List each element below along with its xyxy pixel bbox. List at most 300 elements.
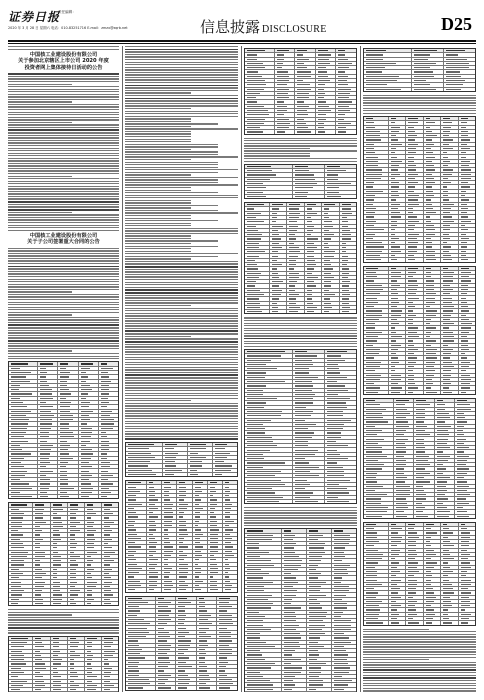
cell-text	[457, 507, 462, 508]
table-cell	[33, 580, 50, 583]
table-cell	[332, 679, 356, 682]
cell-text	[272, 238, 281, 239]
table-cell	[245, 242, 270, 245]
table-row	[126, 588, 237, 591]
cell-text	[342, 307, 350, 308]
table-cell	[364, 493, 394, 496]
cell-text	[11, 363, 28, 364]
cell-text	[396, 507, 408, 508]
cell-text	[366, 285, 382, 286]
table-cell	[441, 318, 458, 321]
cell-text	[87, 530, 97, 531]
table-cell	[325, 178, 356, 181]
table-cell	[340, 254, 356, 257]
cell-text	[247, 560, 271, 561]
table-cell	[325, 191, 356, 194]
cell-text	[284, 684, 295, 685]
cell-text	[457, 456, 468, 457]
cell-text	[408, 204, 419, 205]
cell-text	[128, 598, 142, 599]
table-cell	[102, 589, 118, 592]
table-cell	[364, 117, 389, 120]
cell-text	[81, 363, 93, 364]
text-line	[125, 210, 218, 211]
cell-text	[297, 67, 306, 68]
cell-text	[60, 423, 69, 424]
table-cell	[316, 109, 337, 112]
cell-text	[225, 564, 230, 565]
cell-text	[210, 538, 218, 539]
cell-text	[219, 632, 231, 633]
cell-text	[35, 573, 45, 574]
table-cell	[245, 581, 282, 584]
cell-text	[443, 255, 451, 256]
cell-text	[295, 179, 315, 180]
cell-text	[324, 204, 335, 205]
cell-text	[195, 568, 201, 569]
table-cell	[325, 423, 356, 426]
cell-text	[408, 562, 418, 563]
text-line	[8, 622, 119, 623]
table-cell	[162, 567, 177, 570]
cell-text	[81, 406, 90, 407]
cell-text	[178, 675, 188, 676]
table-cell	[197, 674, 218, 677]
table-cell	[441, 570, 458, 573]
cell-text	[165, 461, 175, 462]
table-cell	[459, 198, 475, 201]
cell-text	[461, 122, 467, 123]
cell-text	[457, 404, 469, 405]
table-cell	[322, 284, 339, 287]
cell-text	[225, 589, 231, 590]
table-cell	[459, 326, 475, 329]
table-cell	[307, 551, 332, 554]
table-cell	[435, 489, 456, 492]
table-cell	[459, 126, 475, 129]
table-cell	[444, 49, 475, 52]
table-cell	[85, 602, 102, 605]
table-cell	[389, 621, 406, 624]
cell-text	[426, 545, 431, 546]
table-cell	[177, 490, 192, 493]
table-cell	[406, 228, 423, 231]
table-cell	[424, 331, 441, 334]
cell-text	[334, 667, 350, 668]
table-cell	[364, 591, 389, 594]
table-cell	[406, 207, 423, 210]
cell-text	[210, 491, 216, 492]
table-cell	[435, 493, 456, 496]
table-cell	[336, 96, 356, 99]
cell-text	[53, 603, 62, 604]
cell-text	[35, 689, 40, 690]
table-cell	[51, 516, 68, 519]
cell-text	[128, 465, 148, 466]
data-table	[363, 522, 476, 626]
cell-text	[324, 221, 332, 222]
cell-text	[219, 645, 229, 646]
table-cell	[176, 605, 197, 608]
table-cell	[322, 306, 339, 309]
table-cell	[245, 410, 293, 413]
cell-text	[338, 63, 351, 64]
text-line	[8, 614, 72, 615]
cell-text	[426, 251, 435, 252]
table-cell	[147, 541, 162, 544]
table-cell	[147, 533, 162, 536]
table-cell	[336, 113, 356, 116]
table-cell	[364, 587, 389, 590]
cell-text	[426, 165, 434, 166]
cell-text	[164, 495, 169, 496]
table-cell	[58, 465, 78, 468]
table-cell	[459, 134, 475, 137]
cell-text	[366, 259, 381, 260]
table-cell	[197, 686, 218, 689]
cell-text	[104, 526, 110, 527]
cell-text	[11, 445, 20, 446]
table-cell	[245, 207, 270, 210]
text-line	[8, 89, 119, 90]
cell-text	[327, 501, 349, 502]
table-cell	[213, 447, 237, 450]
cell-text	[190, 444, 206, 445]
cell-text	[342, 247, 346, 248]
table-cell	[102, 572, 118, 575]
cell-text	[35, 526, 40, 527]
cell-text	[391, 118, 397, 119]
cell-text	[324, 277, 334, 278]
cell-text	[334, 607, 347, 608]
cell-text	[416, 417, 425, 418]
cell-text	[247, 467, 263, 468]
table-cell	[406, 540, 423, 543]
cell-text	[443, 614, 448, 615]
cell-text	[366, 588, 374, 589]
cell-text	[309, 654, 319, 655]
cell-text	[461, 387, 471, 388]
table-cell	[177, 563, 192, 566]
cell-text	[443, 340, 454, 341]
cell-text	[396, 426, 409, 427]
cell-text	[366, 481, 377, 482]
cell-text	[40, 419, 52, 420]
table-cell	[68, 533, 85, 536]
cell-text	[309, 620, 323, 621]
column-divider-2	[241, 46, 242, 692]
cell-text	[199, 636, 211, 637]
text-line	[244, 512, 357, 513]
cell-text	[443, 174, 452, 175]
table-cell	[126, 682, 156, 685]
table-cell	[295, 118, 316, 121]
text-line	[8, 350, 72, 351]
table-cell	[51, 580, 68, 583]
cell-text	[461, 571, 467, 572]
table-row	[245, 310, 356, 313]
table-cell	[176, 622, 197, 625]
table-cell	[441, 326, 458, 329]
text-line	[8, 112, 119, 113]
table-cell	[406, 536, 423, 539]
table-cell	[307, 611, 332, 614]
table-cell	[282, 542, 307, 545]
table-cell	[85, 516, 102, 519]
table-cell	[9, 474, 38, 477]
table-cell	[217, 597, 237, 600]
cell-text	[81, 466, 92, 467]
table-cell	[245, 683, 282, 686]
table-cell	[223, 588, 237, 591]
table-cell	[389, 544, 406, 547]
table-cell	[459, 173, 475, 176]
table-cell	[188, 452, 213, 455]
text-line	[125, 369, 238, 370]
cell-text	[391, 174, 401, 175]
cell-text	[210, 482, 218, 483]
cell-text	[295, 394, 315, 395]
cell-text	[210, 576, 214, 577]
table-cell	[424, 613, 441, 616]
cell-text	[70, 689, 76, 690]
cell-text	[247, 114, 269, 115]
text-line	[244, 161, 357, 162]
cell-text	[219, 640, 232, 641]
table-cell	[208, 511, 223, 514]
cell-text	[247, 659, 265, 660]
table-cell	[459, 245, 475, 248]
cell-text	[443, 550, 449, 551]
table-cell	[394, 459, 415, 462]
table-cell	[270, 263, 287, 266]
cell-text	[53, 590, 60, 591]
cell-text	[307, 230, 313, 231]
table-cell	[9, 680, 33, 683]
table-cell	[336, 122, 356, 125]
cell-text	[366, 182, 374, 183]
table-cell	[336, 49, 356, 52]
table-cell	[99, 465, 118, 468]
cell-text	[35, 582, 45, 583]
cell-text	[443, 622, 452, 623]
table-cell	[364, 314, 389, 317]
text-line	[125, 100, 238, 101]
cell-text	[297, 131, 310, 132]
data-table	[244, 349, 357, 504]
cell-text	[128, 632, 149, 633]
table-cell	[441, 348, 458, 351]
cell-text	[199, 619, 208, 620]
cell-text	[158, 628, 165, 629]
cell-text	[461, 144, 467, 145]
table-cell	[364, 151, 389, 154]
table-cell	[102, 654, 118, 657]
table-cell	[389, 309, 406, 312]
table-cell	[332, 611, 356, 614]
table-cell	[307, 641, 332, 644]
table-cell	[459, 279, 475, 282]
cell-text	[443, 122, 452, 123]
cell-text	[366, 392, 378, 393]
cell-text	[70, 573, 77, 574]
cell-text	[366, 537, 377, 538]
cell-text	[247, 217, 256, 218]
cell-text	[408, 208, 412, 209]
table-cell	[197, 639, 218, 642]
cell-text	[284, 654, 292, 655]
cell-text	[53, 672, 59, 673]
cell-text	[391, 131, 400, 132]
table-cell	[295, 70, 316, 73]
cell-text	[247, 530, 263, 531]
cell-text	[210, 581, 218, 582]
cell-text	[104, 655, 113, 656]
cell-text	[461, 298, 466, 299]
table-cell	[287, 306, 304, 309]
cell-text	[81, 453, 93, 454]
cell-text	[327, 480, 350, 481]
cell-text	[416, 490, 423, 491]
table-cell	[459, 160, 475, 163]
table-cell	[213, 464, 237, 467]
cell-text	[366, 50, 386, 51]
cell-text	[338, 67, 348, 68]
table-cell	[364, 455, 394, 458]
table-cell	[197, 609, 218, 612]
cell-text	[416, 456, 429, 457]
table-cell	[176, 614, 197, 617]
cell-text	[309, 633, 325, 634]
announcement-heading-1	[8, 52, 119, 71]
table-cell	[459, 339, 475, 342]
cell-text	[70, 642, 79, 643]
cell-text	[195, 555, 202, 556]
cell-text	[101, 372, 109, 373]
cell-text	[457, 443, 464, 444]
table-cell	[389, 382, 406, 385]
table-cell	[441, 386, 458, 389]
cell-text	[342, 221, 348, 222]
table-cell	[295, 130, 316, 133]
cell-text	[70, 517, 77, 518]
text-line	[8, 296, 119, 297]
table-cell	[332, 649, 356, 652]
cell-text	[247, 204, 264, 205]
cell-text	[158, 687, 172, 688]
cell-text	[443, 584, 452, 585]
cell-text	[225, 568, 230, 569]
table-cell	[441, 356, 458, 359]
cell-text	[128, 564, 137, 565]
table-cell	[162, 545, 177, 548]
table-cell	[414, 485, 435, 488]
table-cell	[9, 508, 33, 511]
cell-text	[284, 642, 299, 643]
table-cell	[305, 276, 322, 279]
table-cell	[85, 684, 102, 687]
table-cell	[147, 528, 162, 531]
table-cell	[162, 485, 177, 488]
cell-text	[225, 508, 231, 509]
table-cell	[126, 686, 156, 689]
cell-text	[327, 428, 343, 429]
cell-text	[307, 264, 316, 265]
table-cell	[193, 575, 208, 578]
cell-text	[461, 221, 471, 222]
table-cell	[459, 604, 475, 607]
cell-text	[284, 577, 296, 578]
cell-text	[426, 127, 430, 128]
cell-text	[443, 285, 450, 286]
table-cell	[51, 555, 68, 558]
text-line	[8, 84, 72, 85]
table-cell	[364, 497, 394, 500]
text-line	[8, 304, 119, 305]
table-cell	[455, 416, 475, 419]
table-cell	[293, 406, 325, 409]
table-cell	[9, 418, 38, 421]
table-cell	[58, 362, 78, 365]
cell-text	[11, 594, 22, 595]
table-cell	[424, 587, 441, 590]
table-cell	[332, 602, 356, 605]
table-cell	[406, 220, 423, 223]
cell-text	[366, 208, 376, 209]
table-cell	[208, 584, 223, 587]
cell-text	[396, 490, 410, 491]
cell-text	[158, 649, 170, 650]
table-cell	[307, 555, 332, 558]
text-line	[8, 119, 119, 120]
table-cell	[394, 425, 415, 428]
table-cell	[293, 363, 325, 366]
cell-text	[366, 135, 380, 136]
table-cell	[307, 542, 332, 545]
table-cell	[156, 631, 177, 634]
cell-text	[324, 260, 330, 261]
table-cell	[394, 480, 415, 483]
text-line	[8, 609, 119, 610]
cell-text	[426, 246, 433, 247]
table-cell	[156, 652, 177, 655]
cell-text	[391, 319, 397, 320]
table-cell	[424, 126, 441, 129]
cell-text	[104, 642, 113, 643]
cell-text	[219, 679, 231, 680]
cell-text	[391, 165, 399, 166]
cell-text	[35, 530, 42, 531]
cell-text	[309, 646, 324, 647]
cell-text	[414, 59, 428, 60]
cell-text	[284, 607, 301, 608]
table-cell	[414, 420, 435, 423]
table-cell	[394, 489, 415, 492]
cell-text	[338, 80, 347, 81]
cell-text	[247, 351, 285, 352]
table-cell	[441, 578, 458, 581]
text-line	[125, 271, 238, 272]
table-cell	[38, 457, 58, 460]
table-cell	[156, 605, 177, 608]
cell-text	[396, 421, 408, 422]
cell-text	[297, 123, 306, 124]
cell-text	[327, 441, 336, 442]
table-cell	[307, 623, 332, 626]
cell-text	[87, 672, 92, 673]
cell-text	[309, 663, 326, 664]
heading-2-title: 关于子公司签署重大合同的公告	[27, 239, 100, 246]
